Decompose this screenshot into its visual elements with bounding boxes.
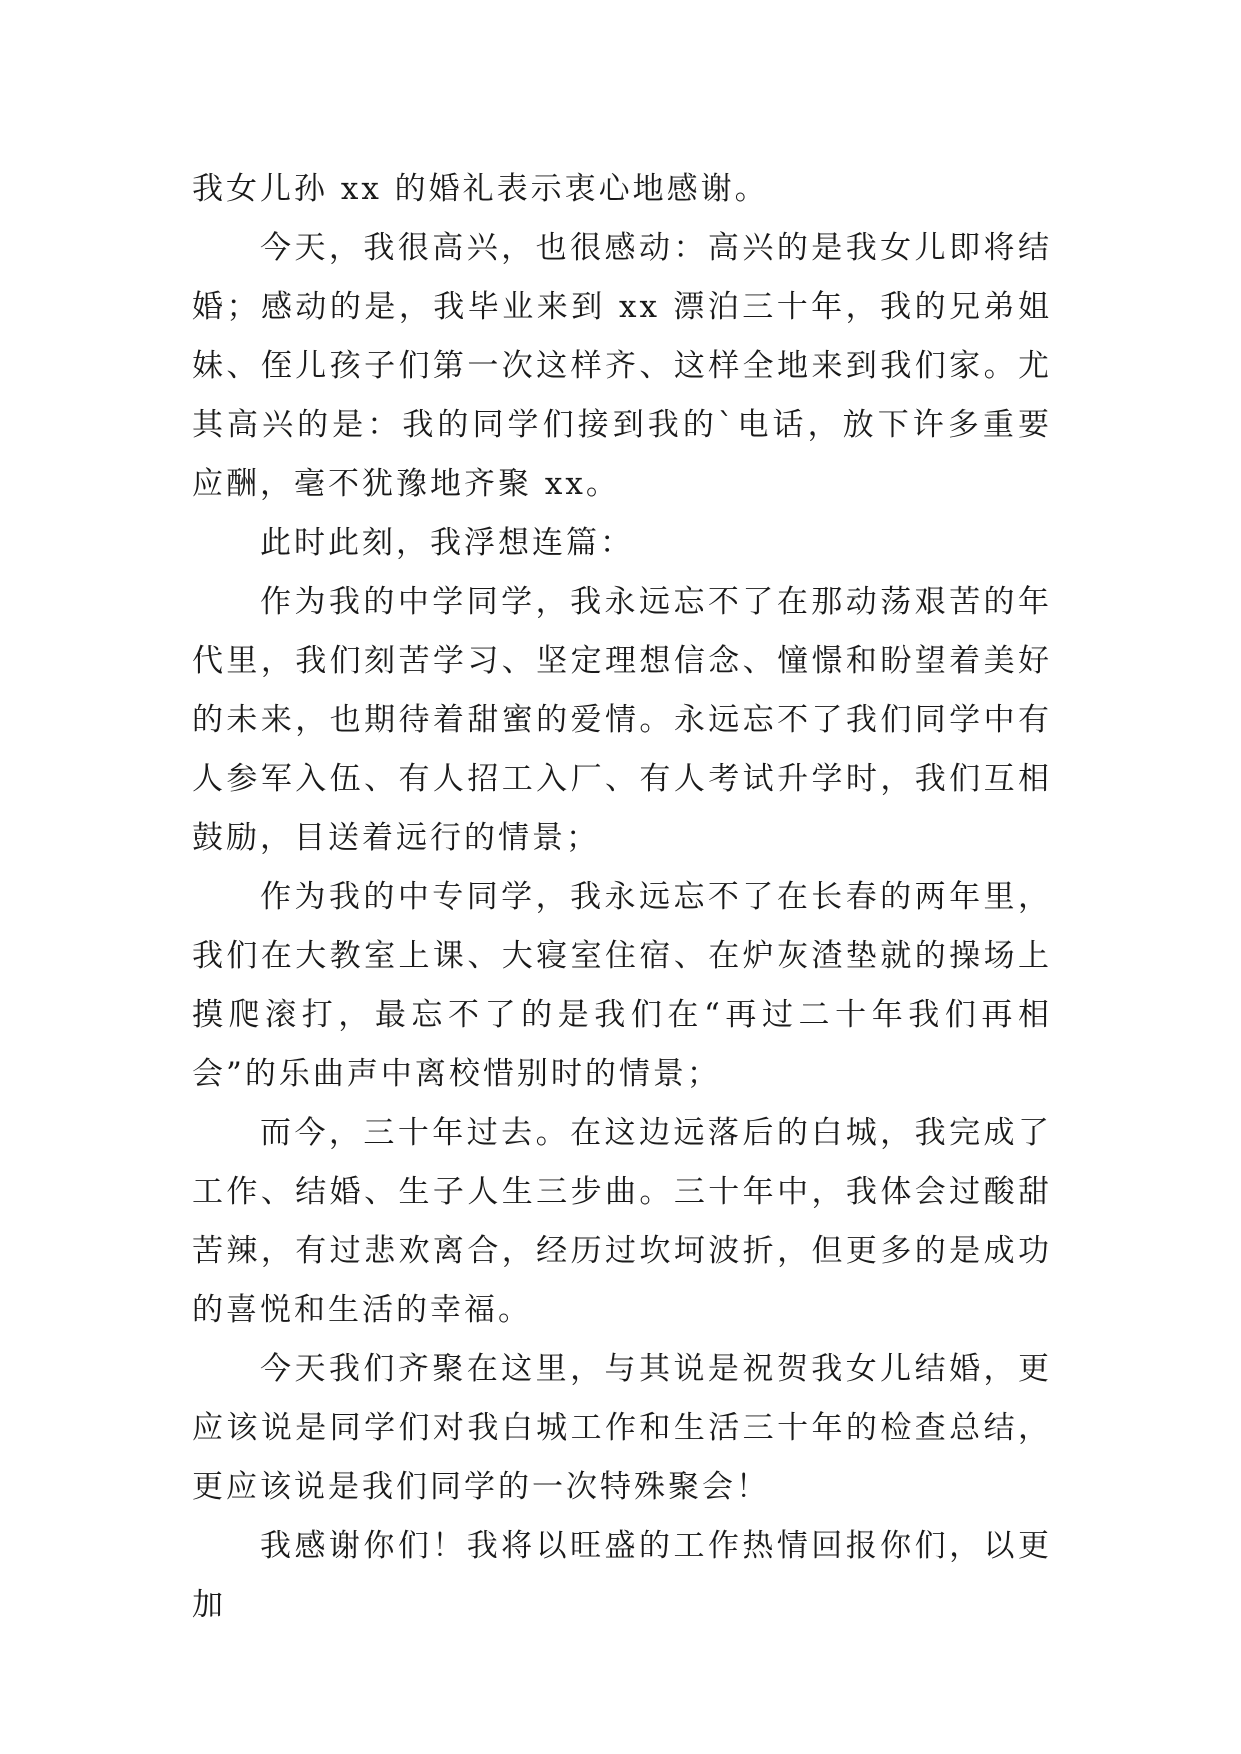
document-body — [192, 160, 1052, 1635]
paragraph-7: 今天我们齐聚在这里，与其说是祝贺我女儿结婚，更应该说是同学们对我白城工作和生活三十年的检查总结，更应该说是我们同学的一次特殊聚会！ — [192, 1351, 1052, 1505]
paragraph-3: 此时此刻，我浮想连篇： — [260, 525, 634, 561]
paragraph-2: 今天，我很高兴，也很感动：高兴的是我女儿即将结婚；感动的是，我毕业来到 xx 漂泊三十年，我的兄弟姐妹、侄儿孩子们第一次这样齐、这样全地来到我们家。尤其高兴的是：我的同学们接到我的`电话，放下许多重要应酬，毫不犹豫地齐聚 xx。 — [192, 230, 1052, 502]
paragraph-1: 我女儿孙 xx 的婚礼表示衷心地感谢。 — [192, 171, 769, 207]
paragraph-4: 作为我的中学同学，我永远忘不了在那动荡艰苦的年代里，我们刻苦学习、坚定理想信念、憧憬和盼望着美好的未来，也期待着甜蜜的爱情。永远忘不了我们同学中有人参军入伍、有人招工入厂、有人考试升学时，我们互相鼓励，目送着远行的情景； — [192, 584, 1052, 856]
paragraph-5: 作为我的中专同学，我永远忘不了在长春的两年里，我们在大教室上课、大寝室住宿、在炉灰渣垫就的操场上摸爬滚打，最忘不了的是我们在“再过二十年我们再相会”的乐曲声中离校惜别时的情景； — [192, 879, 1052, 1092]
paragraph-8: 我感谢你们！我将以旺盛的工作热情回报你们，以更加 — [192, 1528, 1052, 1623]
paragraph-6: 而今，三十年过去。在这边远落后的白城，我完成了工作、结婚、生子人生三步曲。三十年中，我体会过酸甜苦辣，有过悲欢离合，经历过坎坷波折，但更多的是成功的喜悦和生活的幸福。 — [192, 1115, 1052, 1328]
